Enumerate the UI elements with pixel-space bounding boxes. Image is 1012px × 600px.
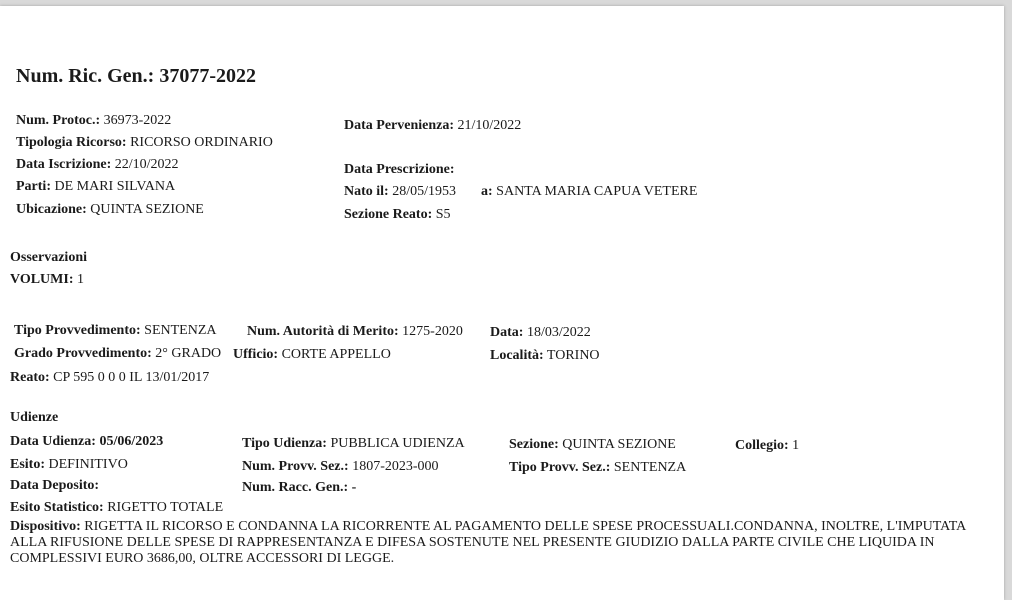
- parti-label: Parti:: [16, 179, 51, 194]
- num-protoc-row: [16, 113, 171, 129]
- ubicazione-row: [16, 202, 204, 218]
- tipo-provv-sez-value: SENTENZA: [613, 460, 687, 475]
- num-ric-gen-value: 37077-2022: [159, 65, 256, 87]
- esito-statistico-label: Esito Statistico:: [10, 500, 104, 515]
- grado-provvedimento-value: 2° GRADO: [155, 346, 222, 361]
- data-pervenienza-value: 21/10/2022: [457, 118, 522, 133]
- data-prescrizione-label: Data Prescrizione:: [344, 162, 455, 177]
- tipo-udienza-value: PUBBLICA UDIENZA: [330, 436, 465, 451]
- localita-label: Località:: [490, 348, 544, 363]
- parti-row: [16, 179, 175, 195]
- tipo-udienza-label: Tipo Udienza:: [242, 436, 327, 451]
- collegio-value: 1: [792, 438, 800, 453]
- num-autorita-label: Num. Autorità di Merito:: [247, 324, 399, 339]
- grado-provvedimento-row: [14, 346, 221, 362]
- a-value: SANTA MARIA CAPUA VETERE: [496, 184, 698, 199]
- ufficio-value: CORTE APPELLO: [281, 347, 391, 362]
- esito-value: DEFINITIVO: [48, 457, 128, 472]
- nato-row: [344, 184, 456, 200]
- nato-label: Nato il:: [344, 184, 389, 199]
- localita-row: [490, 348, 600, 364]
- a-label: a:: [481, 184, 493, 199]
- data-udienza-row: [10, 434, 163, 450]
- dispositivo-row: [10, 519, 970, 567]
- num-racc-gen-label: Num. Racc. Gen.:: [242, 480, 349, 495]
- sezione-udienza-label: Sezione:: [509, 437, 559, 452]
- reato-label: Reato:: [10, 370, 50, 385]
- tipologia-value: RICORSO ORDINARIO: [130, 135, 273, 150]
- data-udienza-label: Data Udienza:: [10, 434, 96, 449]
- data-deposito-row: [10, 478, 99, 494]
- tipologia-label: Tipologia Ricorso:: [16, 135, 127, 150]
- data-pervenienza-label: Data Pervenienza:: [344, 118, 455, 133]
- udienze-heading: Udienze: [10, 410, 59, 425]
- tipo-provvedimento-value: SENTENZA: [144, 323, 217, 338]
- sezione-udienza-value: QUINTA SEZIONE: [562, 437, 676, 452]
- volumi-value: 1: [77, 272, 84, 287]
- ubicazione-value: QUINTA SEZIONE: [90, 202, 204, 217]
- num-racc-gen-row: [242, 480, 356, 496]
- collegio-label: Collegio:: [735, 438, 789, 453]
- data-provvedimento-value: 18/03/2022: [526, 325, 591, 340]
- localita-value: TORINO: [546, 348, 600, 363]
- sezione-udienza-row: [509, 437, 676, 453]
- num-protoc-label: Num. Protoc.:: [16, 113, 101, 128]
- luogo-nascita-row: [481, 184, 697, 200]
- grado-provvedimento-label: Grado Provvedimento:: [14, 346, 152, 361]
- num-provv-sez-value: 1807-2023-000: [352, 459, 439, 474]
- num-ric-gen-label: Num. Ric. Gen.:: [16, 65, 155, 87]
- data-pervenienza-row: [344, 118, 521, 134]
- data-prescrizione-row: [344, 162, 455, 178]
- esito-label: Esito:: [10, 457, 45, 472]
- num-provv-sez-label: Num. Provv. Sez.:: [242, 459, 349, 474]
- sezione-reato-value: S5: [435, 207, 451, 222]
- nato-value: 28/05/1953: [392, 184, 456, 199]
- esito-statistico-row: [10, 500, 223, 516]
- document-page: [0, 6, 1004, 600]
- num-autorita-value: 1275-2020: [402, 324, 463, 339]
- dispositivo-value: RIGETTA IL RICORSO E CONDANNA LA RICORRENTE AL PAGAMENTO DELLE SPESE PROCESSUALI.CONDANNA, INOLTRE, L'IMPUTATA ALLA RIFUSIONE DELLE SPESE DI RAPPRESENTANZA E DIFESA SOSTENUTE NEL PRESENTE GIUDIZIO DALLA PARTE CIVILE CHE LIQUIDA IN COMPLESSIVI EURO 3686,00, OLTRE ACCESSORI DI LEGGE.: [10, 519, 966, 566]
- parti-value: DE MARI SILVANA: [54, 179, 176, 194]
- tipo-provv-sez-row: [509, 460, 686, 476]
- data-iscrizione-value: 22/10/2022: [114, 157, 179, 172]
- collegio-row: [735, 438, 799, 454]
- data-iscrizione-row: [16, 157, 179, 173]
- tipo-udienza-row: [242, 436, 465, 452]
- esito-row: [10, 457, 128, 473]
- reato-row: [10, 370, 209, 386]
- esito-statistico-value: RIGETTO TOTALE: [107, 500, 224, 515]
- sezione-reato-label: Sezione Reato:: [344, 207, 433, 222]
- reato-value: CP 595 0 0 0 IL 13/01/2017: [53, 370, 210, 385]
- num-racc-gen-value: -: [351, 480, 357, 495]
- ubicazione-label: Ubicazione:: [16, 202, 87, 217]
- data-iscrizione-label: Data Iscrizione:: [16, 157, 112, 172]
- page-title: [16, 64, 256, 88]
- sezione-reato-row: [344, 207, 451, 223]
- volumi-row: [10, 272, 84, 288]
- tipo-provvedimento-row: [14, 323, 216, 339]
- num-protoc-value: 36973-2022: [103, 113, 172, 128]
- ufficio-label: Ufficio:: [233, 347, 279, 362]
- data-deposito-label: Data Deposito:: [10, 478, 100, 493]
- dispositivo-label: Dispositivo:: [10, 519, 81, 534]
- tipo-provv-sez-label: Tipo Provv. Sez.:: [509, 460, 611, 475]
- ufficio-row: [233, 347, 391, 363]
- osservazioni-heading: Osservazioni: [10, 250, 87, 265]
- num-provv-sez-row: [242, 459, 439, 475]
- tipologia-row: [16, 135, 273, 151]
- num-autorita-row: [247, 324, 463, 340]
- data-udienza-value: 05/06/2023: [99, 434, 164, 449]
- data-provvedimento-label: Data:: [490, 325, 524, 340]
- tipo-provvedimento-label: Tipo Provvedimento:: [14, 323, 141, 338]
- volumi-label: VOLUMI:: [10, 272, 74, 287]
- data-provvedimento-row: [490, 325, 591, 341]
